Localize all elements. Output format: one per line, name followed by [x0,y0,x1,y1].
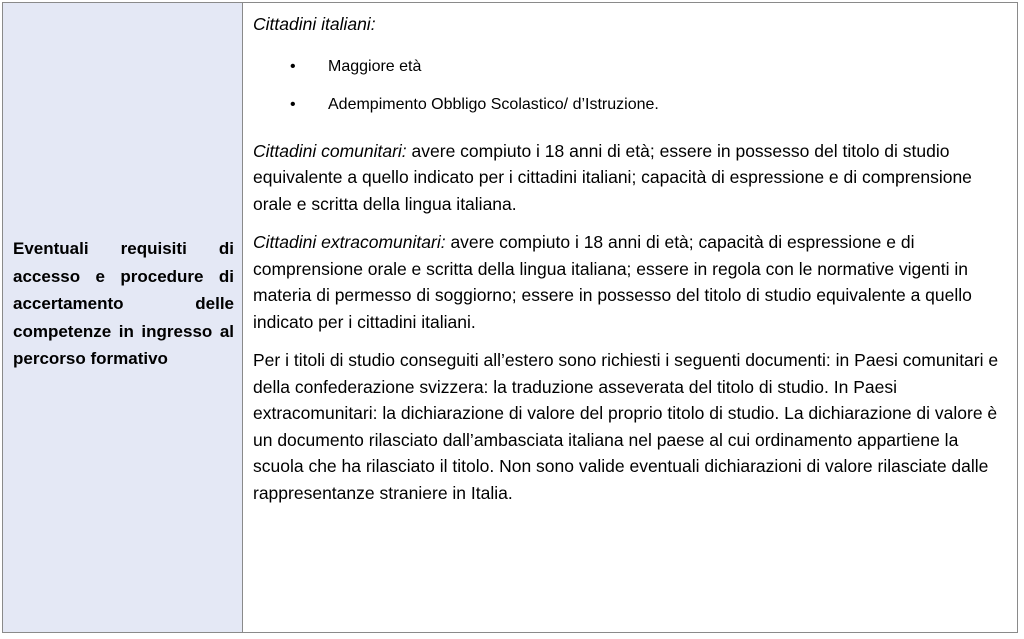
row-label: Eventuali requisiti di accesso e procedure di accertamento delle competenze in ingresso al percorso formativo [13,239,234,368]
requirements-table [2,2,1018,633]
eu-citizens-text: avere compiuto i 18 anni di età; essere in possesso del titolo di studio equivalente a quello indicato per i cittadini italiani; capacità di espressione e di comprensione orale e scritta della lingua italiana. [253,140,972,214]
list-item [253,48,999,86]
italian-citizens-heading: Cittadini italiani: [253,14,376,34]
requirement-text: Adempimento Obbligo Scolastico/ d’Istruzione. [328,95,659,113]
bullet-icon: • [290,57,296,75]
non-eu-citizens-text: avere compiuto i 18 anni di età; capacità di espressione e di comprensione orale e scritta della lingua italiana; essere in regola con le normative vigenti in materia di permesso di soggiorno; essere in possesso del titolo di studio equivalente a quello indicato per i cittadini italiani. [253,232,972,332]
foreign-titles-paragraph: Per i titoli di studio conseguiti all’estero sono richiesti i seguenti documenti: in Paesi comunitari e della confederazione svizzera: la traduzione asseverata del titolo di studio. In Paesi extracomunitari: la dichiarazione di valore del proprio titolo di studio. La dichiarazione di valore è un documento rilasciato dall’ambasciata italiana nel paese al cui ordinamento appartiene la scuola che ha rilasciato il titolo. Non sono valide eventuali dichiarazioni di valore rilasciate dalle rappresentanze straniere in Italia. [253,350,999,503]
eu-citizens-label: Cittadini comunitari: [253,140,407,161]
content-body [253,11,999,506]
eu-citizens-paragraph [253,138,999,218]
label-cell [3,3,243,632]
requirement-text: Maggiore età [328,57,422,75]
non-eu-citizens-paragraph [253,229,999,335]
non-eu-citizens-label: Cittadini extracomunitari: [253,232,446,252]
list-item [253,86,999,124]
content-cell [243,3,1017,632]
italian-requirements-list [253,48,999,124]
bullet-icon: • [290,95,296,113]
